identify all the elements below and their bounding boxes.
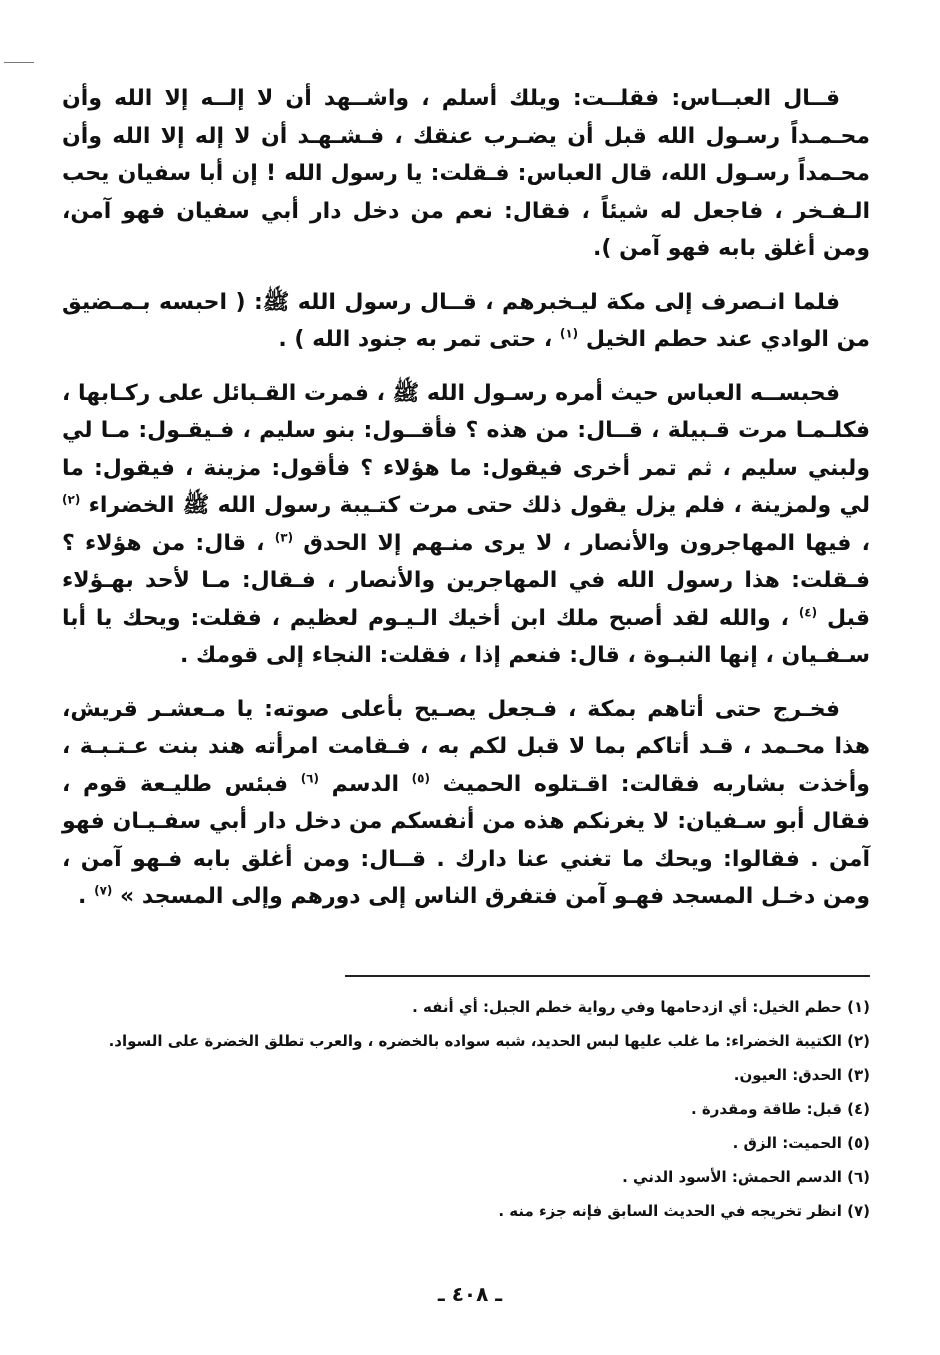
text-segment: ، حتى تمر به جنود الله ) . <box>278 327 560 352</box>
text-segment: فخـرج حتى أتاهم بمكة ، فـجعل يصـيح بأعلى صوته: يا مـعشـر قريش، هذا محـمد ، قـد أتاكم بما لا قبل لكم به ، فـقامت امرأته هند بنت عـتـبـة ، وأخذت بشاربه فقالت: اقـتلوه الحميث <box>62 696 870 797</box>
text-segment: فلما انـصرف إلى مكة ليـخبرهم ، قــال رسول الله ﷺ: ( احبسه بـمـضيق من الوادي عند حطم الخيل <box>62 289 870 352</box>
main-text <box>62 80 870 916</box>
paragraph <box>62 80 870 268</box>
footnote-ref[interactable]: (٧) <box>94 883 113 898</box>
footnote-item: (٧) انظر تخريجه في الحديث السابق فإنه جزء منه . <box>498 1202 870 1220</box>
footnote-item: (٢) الكتيبة الخضراء: ما غلب عليها لبس الحديد، شبه سواده بالخضره ، والعرب تطلق الخضرة على السواد. <box>108 1032 870 1050</box>
text-segment: ، فيها المهاجرون والأنصار ، لا يرى منـهم إلا الحدق <box>293 530 871 556</box>
footnote-divider <box>345 975 870 977</box>
footnote-ref[interactable]: (٢) <box>62 492 81 507</box>
text-segment: ، والله لقد أصبح ملك ابن أخيك الـيـوم لعظيم ، فقلت: ويحك يا أبا سـفـيان ، إنها النبـوة ، قال: فنعم إذا ، فقلت: النجاء إلى قومك . <box>62 605 870 668</box>
paragraph <box>62 284 870 359</box>
scan-mark <box>4 62 34 63</box>
footnote-ref[interactable]: (٤) <box>798 605 818 620</box>
footnote-ref[interactable]: (٦) <box>300 771 319 786</box>
footnote-item: (٣) الحدق: العيون. <box>733 1066 870 1084</box>
paragraph <box>62 375 870 675</box>
footnote-item: (٤) قبل: طاقة ومقدرة . <box>690 1100 870 1118</box>
footnote-item: (٦) الدسم الحمش: الأسود الدني . <box>622 1168 870 1186</box>
text-segment: فحبســه العباس حيث أمره رسـول الله ﷺ ، فمرت القـبائل على ركـابها ، فكلـمـا مرت قـبيلة ، قــال: من هذه ؟ فأقــول: بنو سليم ، فـيقـول: مـا لي ولبني سليم ، ثم تمر أخرى فيقول: ما هؤلاء ؟ فأقول: مزينة ، فيقول: ما لي ولمزينة ، فلم يزل يقول ذلك حتى مرت كتـيبة رسول الله ﷺ الخضراء <box>62 380 870 518</box>
text-segment: فبئس طليـعة قوم ، فقال أبو سـفيان: لا يغرنكم هذه من أنفسكم من دخل دار أبي سفـيـان فهو آمن . فقالوا: ويحك ما تغني عنا دارك . قــال: ومن أغلق بابه فـهو آمن ، ومن دخـل المسجد فهـو آمن فتفرق الناس إلى دورهم وإلى المسجد » <box>62 771 870 909</box>
footnote-ref[interactable]: (١) <box>559 326 579 341</box>
page-number: ـ ٤٠٨ ـ <box>437 1282 503 1306</box>
text-segment: الدسم <box>318 771 412 797</box>
paragraph <box>62 691 870 916</box>
footnote-item: (١) حطم الخيل: أي ازدحامها وفي رواية خطم الجبل: أي أنفه . <box>412 998 870 1016</box>
text-segment: ، قال: من هؤلاء ؟ فـقلت: هذا رسول الله في المهاجرين والأنصار ، فـقال: مـا لأحد بهـؤلاء قبل <box>62 530 870 631</box>
footnote-item: (٥) الحميت: الزق . <box>732 1134 870 1152</box>
footnote-ref[interactable]: (٥) <box>411 771 430 786</box>
footnotes <box>62 990 870 1228</box>
footnote-ref[interactable]: (٣) <box>274 530 294 545</box>
text-segment: . <box>78 884 95 909</box>
text-segment: قــال العبــاس: فقلــت: ويلك أسلم ، واشــهد أن لا إلــه إلا الله وأن محـمـداً رسـول الله قبل أن يضـرب عنقك ، فـشـهـد أن لا إله إلا الله وأن محـمداً رسـول الله، قال العباس: فـقلت: يا رسول الله ! إن أبا سفيان يحب الـفـخر ، فاجعل له شيئاً ، فقال: نعم من دخل دار أبي سفيان فهو آمن، ومن أغلق بابه فهو آمن ). <box>62 86 870 261</box>
